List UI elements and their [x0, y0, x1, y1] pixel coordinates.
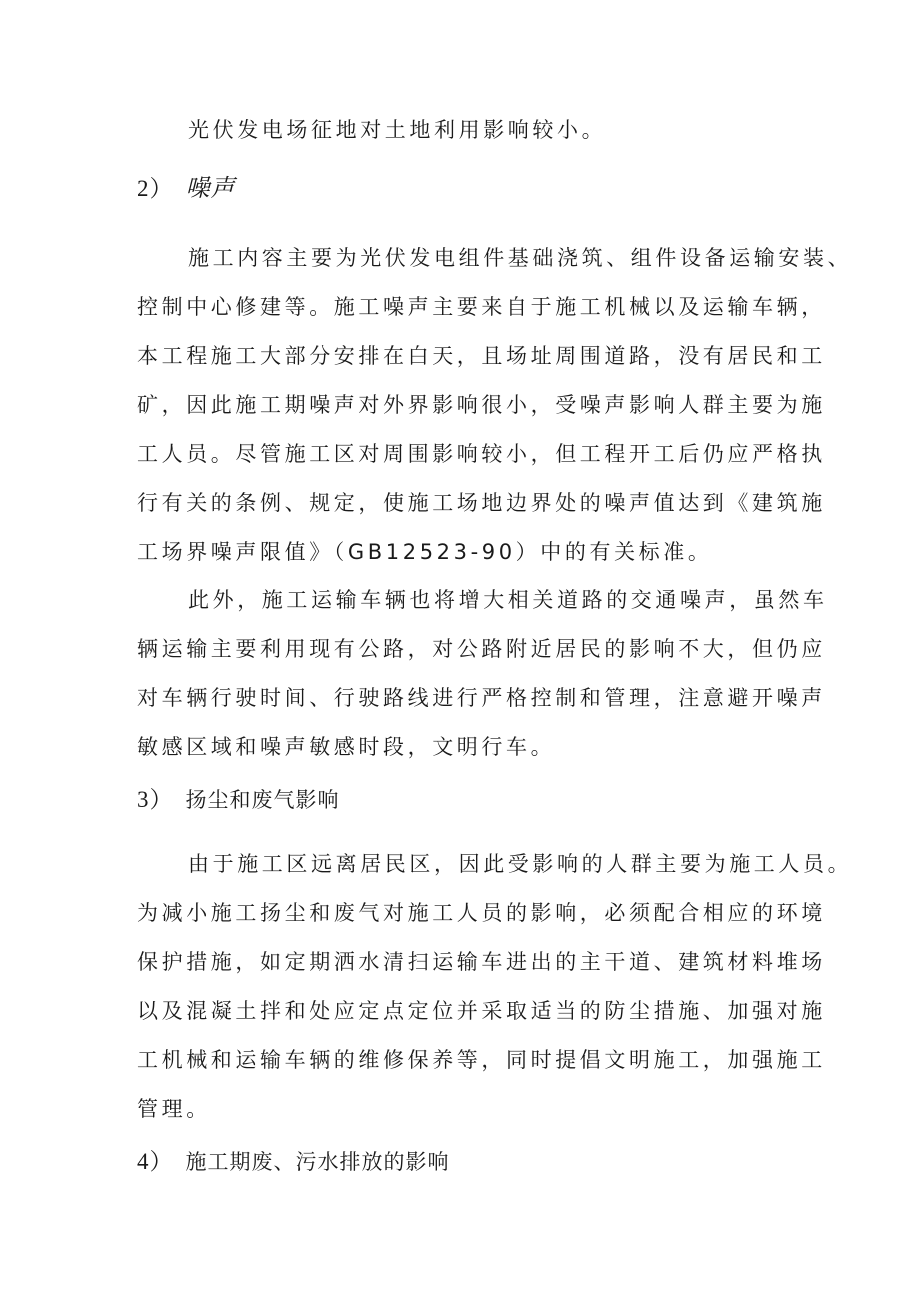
section-heading-wastewater	[137, 1148, 450, 1176]
paragraph-line: 由于施工区远离居民区，因此受影响的人群主要为施工人员。	[188, 852, 853, 876]
section-heading-dust	[137, 786, 340, 814]
section-title: 扬尘和废气影响	[185, 788, 340, 812]
paragraph-line: 工人员。尽管施工区对周围影响较小，但工程开工后仍应严格执	[137, 442, 826, 466]
paragraph-line: 为减小施工扬尘和废气对施工人员的影响，必须配合相应的环境	[137, 901, 826, 925]
paragraph-line: 敏感区域和噪声敏感时段，文明行车。	[137, 735, 556, 759]
paragraph-line: 矿，因此施工期噪声对外界影响很小，受噪声影响人群主要为施	[137, 393, 826, 417]
section-number: 3）	[137, 787, 174, 812]
section-number: 2）	[137, 176, 174, 201]
paragraph-line: 工机械和运输车辆的维修保养等，同时提倡文明施工，加强施工	[137, 1048, 826, 1072]
intro-paragraph: 光伏发电场征地对土地利用影响较小。	[188, 118, 607, 142]
paragraph-line: 行有关的条例、规定，使施工场地边界处的噪声值达到《建筑施	[137, 491, 826, 515]
paragraph-line: 控制中心修建等。施工噪声主要来自于施工机械以及运输车辆，	[137, 295, 826, 319]
paragraph-line: 以及混凝土拌和处应定点定位并采取适当的防尘措施、加强对施	[137, 999, 826, 1023]
paragraph-line: 管理。	[137, 1097, 211, 1121]
section-title: 噪声	[185, 174, 236, 202]
section-number: 4）	[137, 1149, 174, 1174]
section-title: 施工期废、污水排放的影响	[185, 1150, 450, 1174]
paragraph-line: 工场界噪声限值》（GB12523-90）中的有关标准。	[137, 540, 713, 564]
paragraph-line: 此外，施工运输车辆也将增大相关道路的交通噪声，虽然车	[188, 588, 828, 612]
paragraph-line: 施工内容主要为光伏发电组件基础浇筑、组件设备运输安装、	[188, 246, 853, 270]
paragraph-line: 保护措施，如定期洒水清扫运输车进出的主干道、建筑材料堆场	[137, 950, 826, 974]
paragraph-line: 辆运输主要利用现有公路，对公路附近居民的影响不大，但仍应	[137, 637, 826, 661]
paragraph-line: 对车辆行驶时间、行驶路线进行严格控制和管理，注意避开噪声	[137, 686, 826, 710]
section-heading-noise	[137, 174, 236, 203]
paragraph-line: 本工程施工大部分安排在白天，且场址周围道路，没有居民和工	[137, 344, 826, 368]
